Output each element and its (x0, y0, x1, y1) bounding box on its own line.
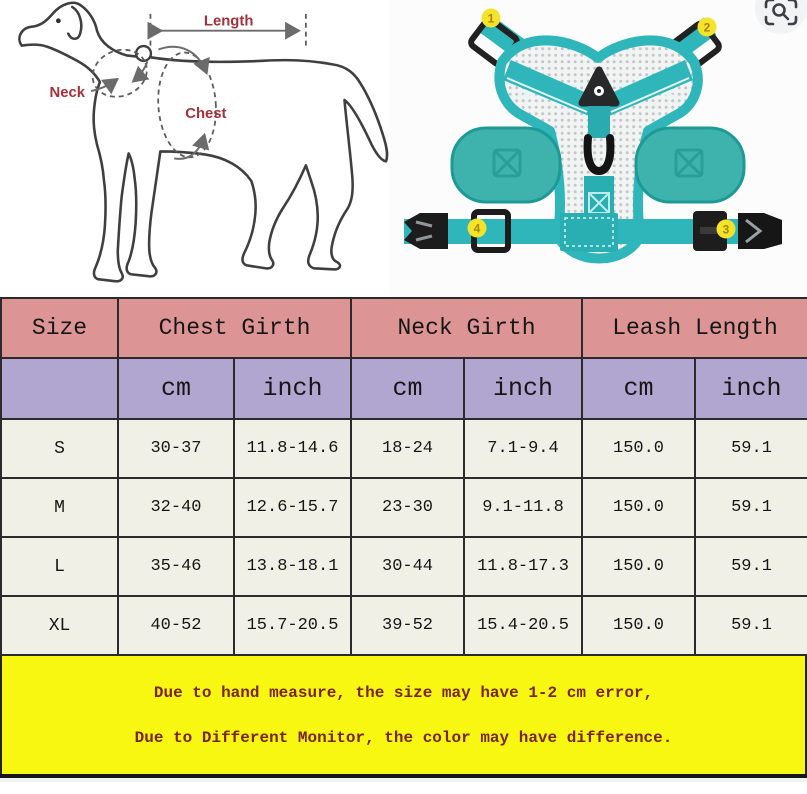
cell-leash-inch: 59.1 (695, 478, 807, 537)
cell-neck-inch: 7.1-9.4 (464, 419, 582, 478)
cell-leash-inch: 59.1 (695, 537, 807, 596)
disclaimer-line-1: Due to hand measure, the size may have 1-2 cm error, (153, 683, 654, 702)
table-row-m (1, 478, 807, 537)
left-side-wing (452, 128, 560, 202)
cell-leash-inch: 59.1 (695, 596, 807, 655)
table-header-row-1 (1, 298, 807, 358)
bottom-margin (0, 778, 807, 782)
cell-chest-cm: 35-46 (118, 537, 234, 596)
table-row-xl (1, 596, 807, 655)
cell-chest-inch: 11.8-14.6 (234, 419, 351, 478)
size-chart-table (0, 297, 807, 656)
subheader-chest-inch: inch (234, 358, 351, 419)
svg-text:4: 4 (473, 221, 481, 236)
cell-size: XL (1, 596, 118, 655)
cell-size: M (1, 478, 118, 537)
cell-chest-cm: 30-37 (118, 419, 234, 478)
cell-chest-inch: 13.8-18.1 (234, 537, 351, 596)
neck-label: Neck (49, 85, 86, 102)
header-neck-girth: Neck Girth (351, 298, 582, 358)
cell-size: S (1, 419, 118, 478)
table-row-l (1, 537, 807, 596)
cell-chest-inch: 15.7-20.5 (234, 596, 351, 655)
header-size: Size (1, 298, 118, 358)
header-chest-girth: Chest Girth (118, 298, 351, 358)
subheader-blank (1, 358, 118, 419)
cell-chest-cm: 40-52 (118, 596, 234, 655)
svg-text:2: 2 (703, 20, 711, 35)
badge-2 (698, 18, 717, 37)
badge-4 (468, 219, 487, 238)
neck-label-arrow (91, 80, 116, 91)
cell-neck-cm: 23-30 (351, 478, 464, 537)
cell-neck-cm: 39-52 (351, 596, 464, 655)
cell-chest-cm: 32-40 (118, 478, 234, 537)
badge-1 (482, 9, 501, 28)
dog-measurement-diagram (0, 0, 390, 297)
subheader-leash-cm: cm (582, 358, 695, 419)
chest-arrow-bottom (174, 137, 204, 159)
logo-glyph-center (597, 89, 601, 93)
dog-eye (56, 18, 61, 23)
harness-product-photo (390, 0, 807, 297)
d-ring-tab (588, 106, 610, 138)
badge-3 (717, 220, 736, 239)
harness-svg (390, 0, 807, 297)
header-leash-length: Leash Length (582, 298, 807, 358)
illustration-row (0, 0, 807, 297)
cell-leash-cm: 150.0 (582, 537, 695, 596)
subheader-chest-cm: cm (118, 358, 234, 419)
chest-label: Chest (185, 105, 227, 122)
cell-neck-inch: 15.4-20.5 (464, 596, 582, 655)
svg-text:1: 1 (487, 11, 495, 26)
dog-outline-back-tail (22, 45, 387, 282)
subheader-neck-inch: inch (464, 358, 582, 419)
cell-leash-cm: 150.0 (582, 478, 695, 537)
dog-ear (68, 7, 81, 39)
disclaimer-line-2: Due to Different Monitor, the color may have difference. (134, 728, 673, 747)
neck-arrow-from-ring (135, 61, 148, 80)
table-row-s (1, 419, 807, 478)
right-side-wing (636, 128, 744, 202)
cell-chest-inch: 12.6-15.7 (234, 478, 351, 537)
cell-neck-cm: 30-44 (351, 537, 464, 596)
table-header-row-2 (1, 358, 807, 419)
svg-text:3: 3 (722, 222, 730, 237)
disclaimer-banner (0, 656, 807, 774)
cell-neck-inch: 11.8-17.3 (464, 537, 582, 596)
dog-diagram-svg (0, 0, 390, 297)
cell-leash-cm: 150.0 (582, 419, 695, 478)
cell-neck-inch: 9.1-11.8 (464, 478, 582, 537)
cell-neck-cm: 18-24 (351, 419, 464, 478)
subheader-leash-inch: inch (695, 358, 807, 419)
cell-leash-inch: 59.1 (695, 419, 807, 478)
length-label: Length (203, 13, 254, 30)
cell-leash-cm: 150.0 (582, 596, 695, 655)
cell-size: L (1, 537, 118, 596)
subheader-neck-cm: cm (351, 358, 464, 419)
